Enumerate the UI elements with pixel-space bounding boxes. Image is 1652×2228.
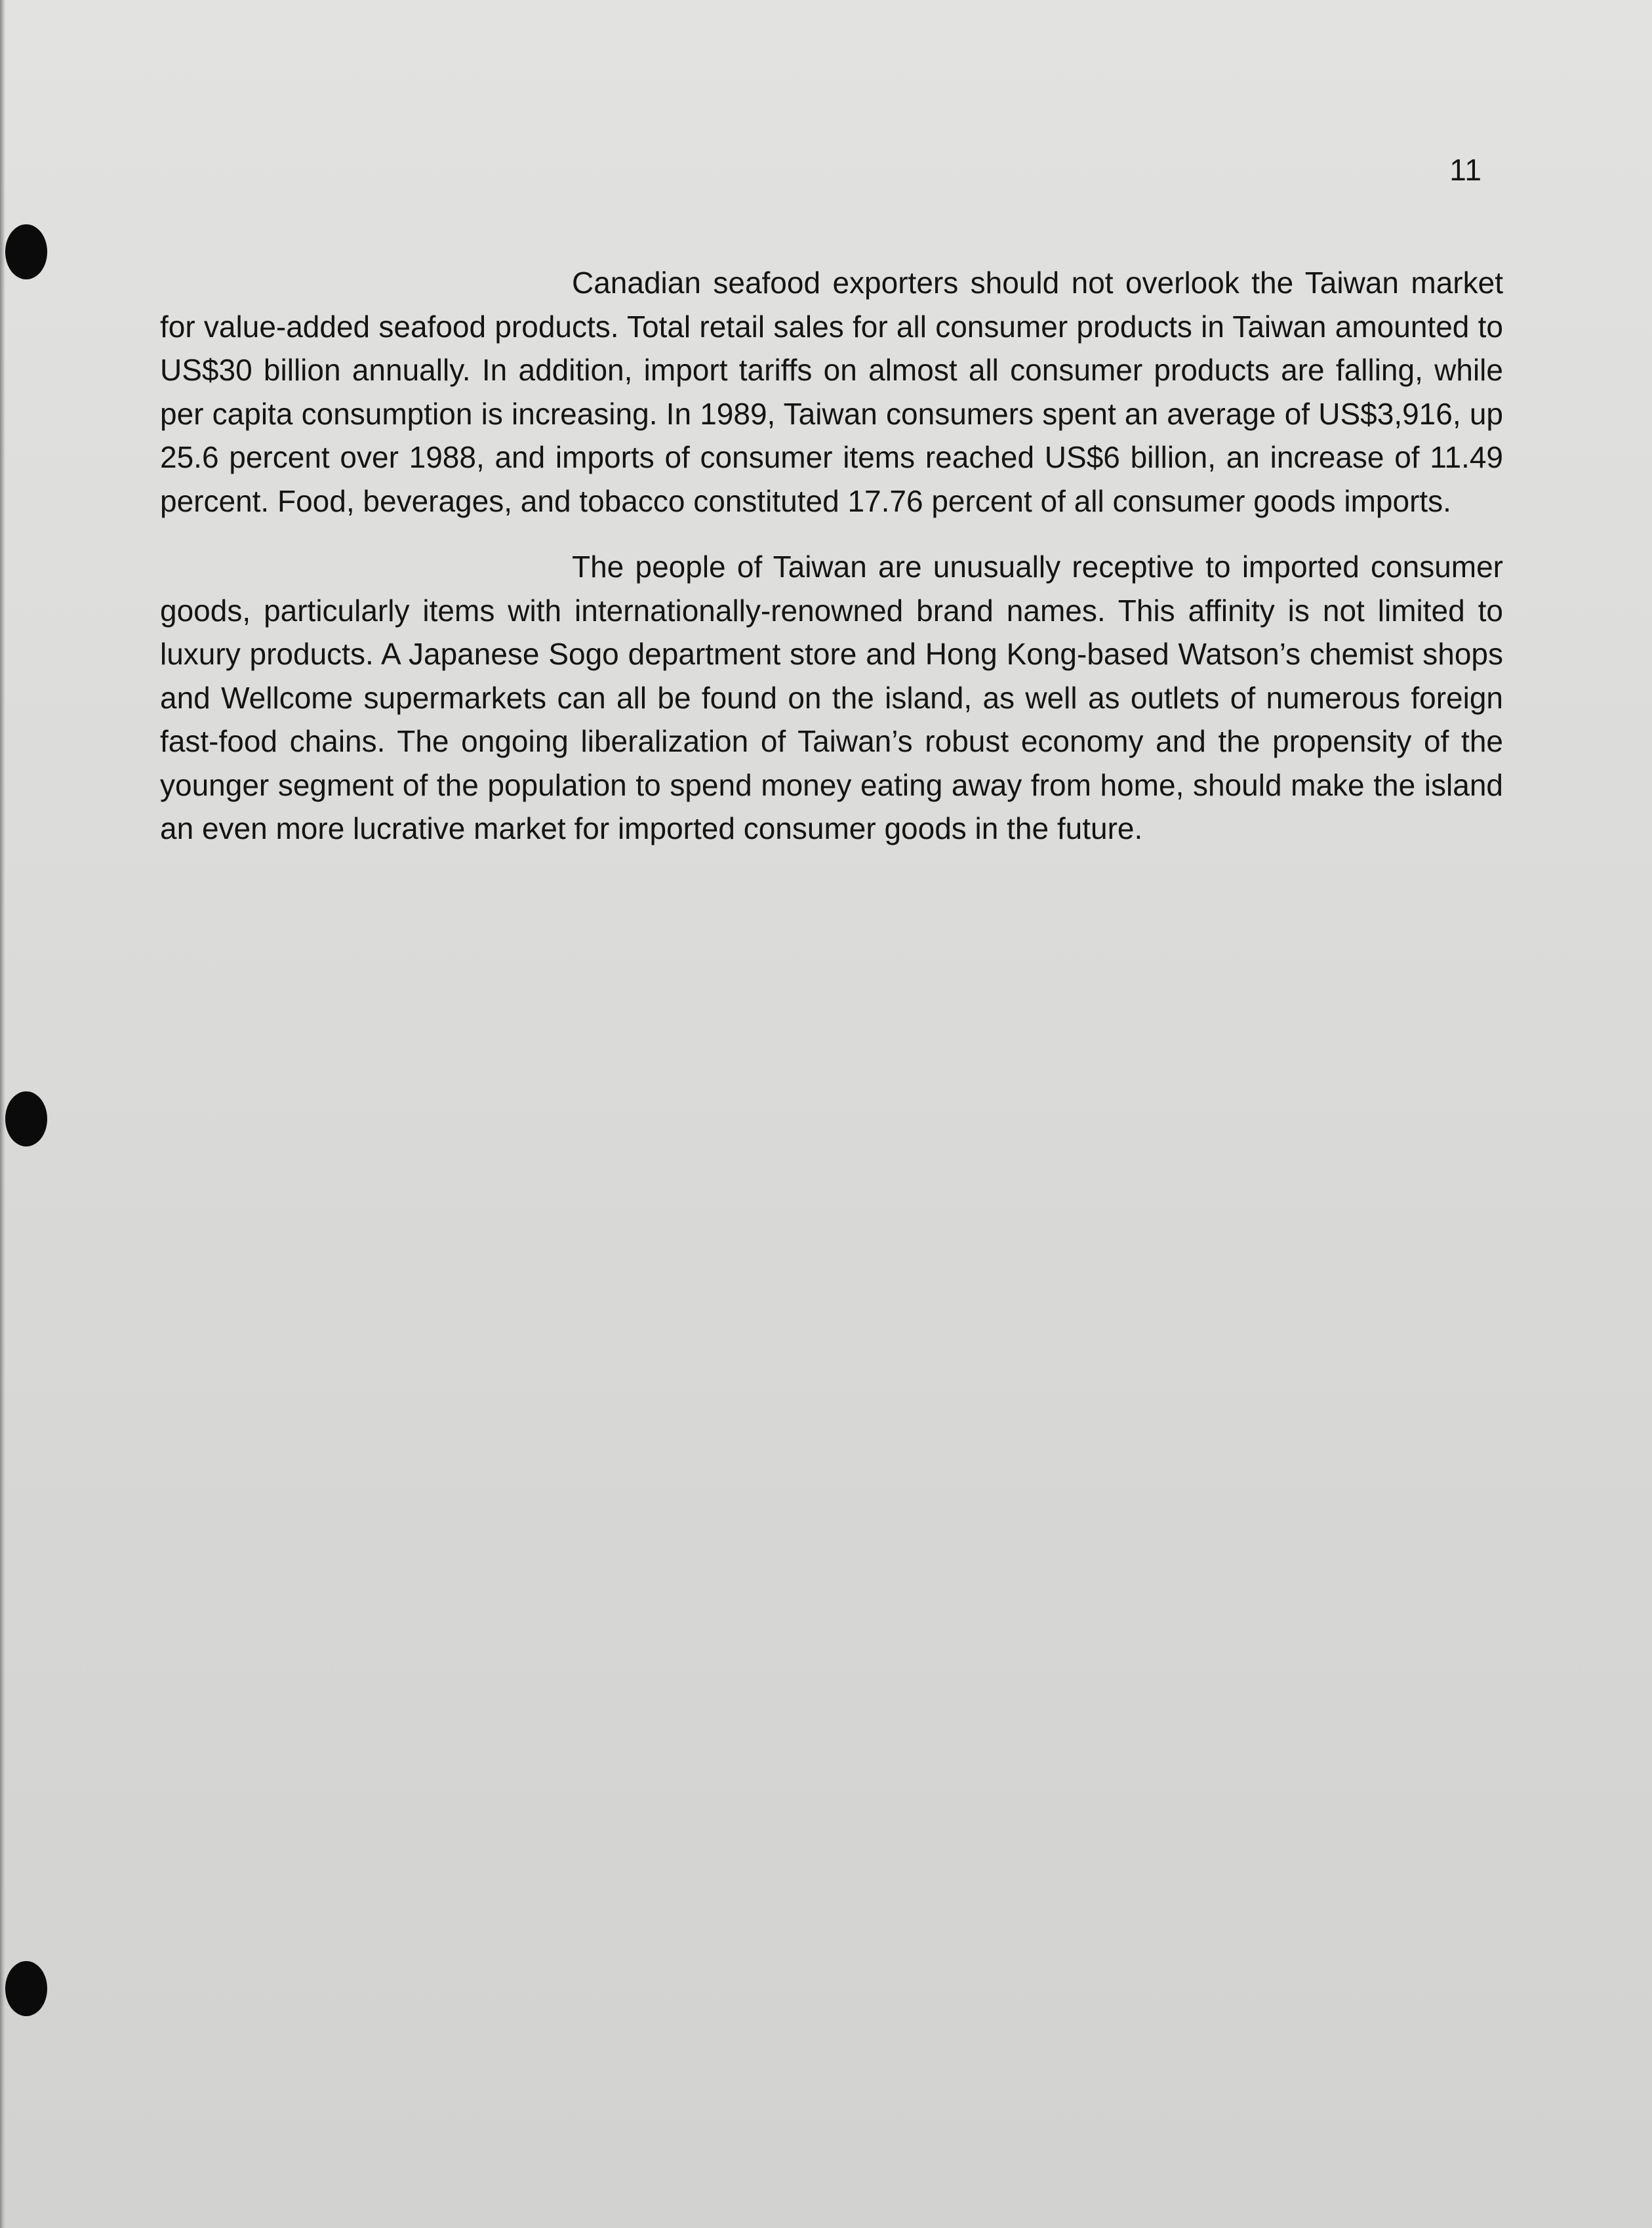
page-edge	[0, 0, 5, 2228]
binder-hole-top	[5, 224, 47, 279]
paragraph: The people of Taiwan are unusually receptive to imported consumer goods, particularly items with internationally-renowned brand names. This affinity is not limited to luxury products. A Japanese Sogo department store and Hong Kong-based Watson’s chemist shops and Wellcome supermarkets can all be found on the island, as well as outlets of numerous foreign fast-food chains. The ongoing liberalization of Taiwan’s robust economy and the propensity of the younger segment of the population to spend money eating away from home, should make the island an even more lucrative market for imported consumer goods in the future.	[160, 550, 1503, 845]
paragraph: Canadian seafood exporters should not overlook the Taiwan market for value-added seafood products. Total retail sales for all consumer products in Taiwan amounted to US$30 billion annually. In addition, import tariffs on almost all consumer products are falling, while per capita consumption is increasing. In 1989, Taiwan consumers spent an average of US$3,916, up 25.6 percent over 1988, and imports of consumer items reached US$6 billion, an increase of 11.49 percent. Food, beverages, and tobacco constituted 17.76 percent of all consumer goods imports.	[160, 266, 1503, 518]
binder-hole-middle	[5, 1091, 47, 1146]
body-text	[160, 261, 1503, 873]
binder-hole-bottom	[5, 1961, 47, 2016]
page-number: 11	[1449, 153, 1482, 187]
